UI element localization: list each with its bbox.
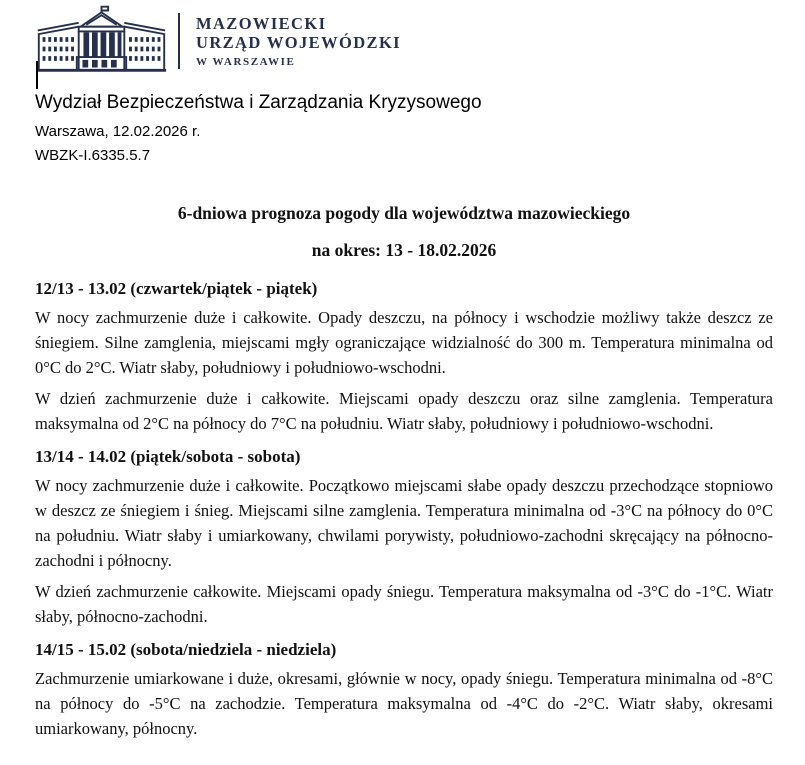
- doc-title: 6-dniowa prognoza pogody dla województwa mazowieckiego: [177, 202, 631, 223]
- forecast-paragraph: W nocy zachmurzenie duże i całkowite. Początkowo miejscami słabe opady deszczu przechodzące stopniowo w deszcz ze śniegiem i śnieg. Miejscami silne zamglenia. Temperatura minimalna od -3°C na północy do 0°C na południu. Wiatr słaby i umiarkowany, chwilami porywisty, południowo-zachodni skręcający na północno-zachodni i północny.: [35, 475, 773, 570]
- org-name-line1: MAZOWIECKI: [196, 13, 327, 33]
- forecast-paragraph: W dzień zachmurzenie całkowite. Miejscami opady śniegu. Temperatura maksymalna od -3°C do -1°C. Wiatr słaby, północno-zachodni.: [35, 581, 773, 626]
- department-name: Wydział Bezpieczeństwa i Zarządzania Kryzysowego: [35, 92, 482, 113]
- org-name-line2: URZĄD WOJEWÓDZKI: [196, 33, 401, 52]
- section-heading: 14/15 - 15.02 (sobota/niedziela - niedziela): [35, 639, 337, 659]
- org-name: [196, 14, 401, 69]
- forecast-paragraph: Zachmurzenie umiarkowane i duże, okresami, głównie w nocy, opady śniegu. Temperatura minimalna od -8°C na północy do -5°C na zachodzie. Temperatura maksymalna od -4°C do -2°C. Wiatr słaby, okresami umiarkowany, północny.: [35, 668, 773, 738]
- forecast-paragraph: W dzień zachmurzenie duże i całkowite. Miejscami opady deszczu oraz silne zamglenia. Temperatura maksymalna od 2°C na północy do 7°C na południu. Wiatr słaby, południowy i południowo-wschodni.: [35, 388, 773, 433]
- section-heading: 12/13 - 13.02 (czwartek/piątek - piątek): [35, 278, 318, 298]
- place-date: Warszawa, 12.02.2026 r.: [35, 122, 201, 140]
- doc-subtitle: na okres: 13 - 18.02.2026: [311, 239, 497, 260]
- letterhead: [35, 4, 773, 78]
- logo-divider: [178, 13, 180, 69]
- forecast-paragraph: W nocy zachmurzenie duże i całkowite. Opady deszczu, na północy i wschodzie możliwy także deszcz ze śniegiem. Silne zamglenia, miejscami mgły ograniczające widzialność do 300 m. Temperatura minimalna od 0°C do 2°C. Wiatr słaby, południowy i południowo-wschodni.: [35, 307, 773, 377]
- palace-building-icon: [35, 3, 168, 80]
- reference-number: WBZK-I.6335.5.7: [35, 146, 151, 164]
- org-name-line3: W WARSZAWIE: [196, 56, 296, 69]
- section-heading: 13/14 - 14.02 (piątek/sobota - sobota): [35, 446, 301, 466]
- text-cursor-artifact: [36, 61, 38, 89]
